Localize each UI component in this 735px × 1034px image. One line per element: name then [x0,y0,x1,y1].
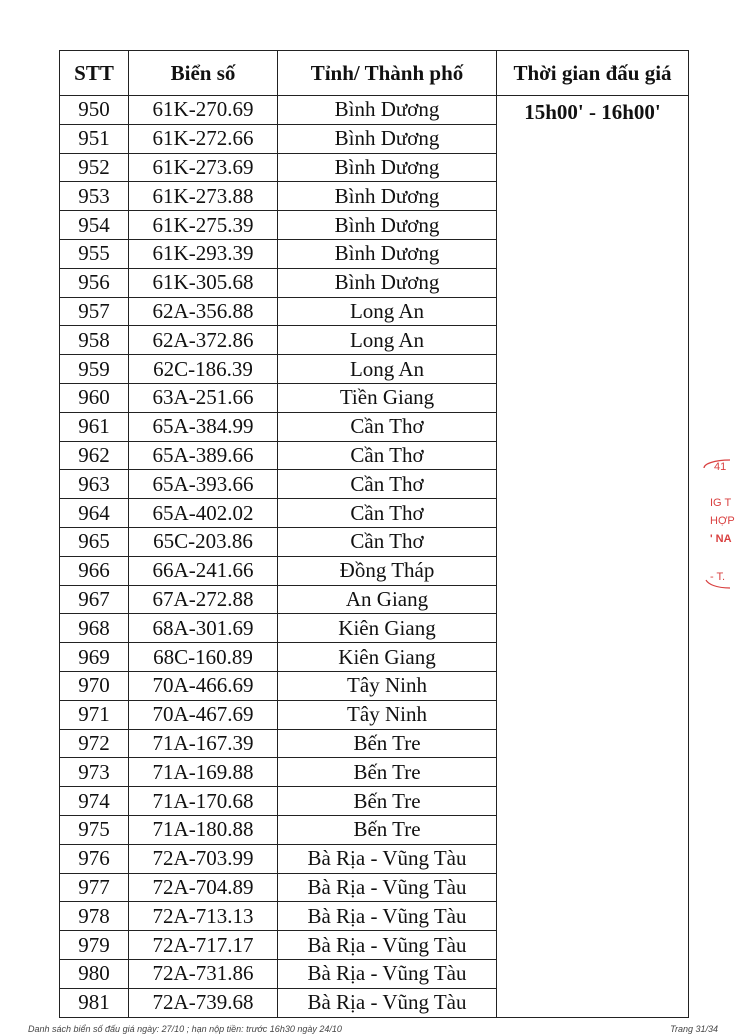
cell-province: Tây Ninh [278,700,497,729]
stamp-line: ' NA [710,533,732,545]
cell-stt: 966 [60,556,129,585]
cell-stt: 955 [60,239,129,268]
cell-stt: 950 [60,96,129,125]
cell-province: Bà Rịa - Vũng Tàu [278,844,497,873]
cell-stt: 963 [60,470,129,499]
cell-plate: 67A-272.88 [129,585,278,614]
cell-province: Bình Dương [278,124,497,153]
cell-plate: 61K-275.39 [129,211,278,240]
cell-plate: 72A-731.86 [129,959,278,988]
cell-province: Cần Thơ [278,527,497,556]
cell-stt: 953 [60,182,129,211]
cell-plate: 71A-169.88 [129,758,278,787]
page-number: Trang 31/34 [670,1024,718,1034]
cell-plate: 65C-203.86 [129,527,278,556]
cell-province: Bà Rịa - Vũng Tàu [278,902,497,931]
cell-plate: 71A-167.39 [129,729,278,758]
cell-stt: 973 [60,758,129,787]
cell-stt: 961 [60,412,129,441]
cell-stt: 964 [60,499,129,528]
cell-plate: 72A-704.89 [129,873,278,902]
header-plate: Biển số [129,51,278,96]
header-row [60,51,689,96]
cell-plate: 65A-389.66 [129,441,278,470]
cell-stt: 975 [60,815,129,844]
cell-stt: 971 [60,700,129,729]
cell-province: Bình Dương [278,239,497,268]
cell-stt: 959 [60,355,129,384]
cell-province: Bến Tre [278,787,497,816]
page-footer [28,1024,718,1034]
cell-province: Bình Dương [278,268,497,297]
cell-plate: 71A-180.88 [129,815,278,844]
cell-plate: 62A-372.86 [129,326,278,355]
cell-plate: 61K-305.68 [129,268,278,297]
cell-stt: 976 [60,844,129,873]
cell-province: Kiên Giang [278,643,497,672]
auction-sheet [59,50,688,1015]
cell-stt: 980 [60,959,129,988]
cell-province: Bình Dương [278,211,497,240]
cell-stt: 968 [60,614,129,643]
cell-plate: 61K-293.39 [129,239,278,268]
cell-province: Bà Rịa - Vũng Tàu [278,873,497,902]
cell-province: Bến Tre [278,758,497,787]
header-stt: STT [60,51,129,96]
cell-province: Cần Thơ [278,441,497,470]
cell-stt: 951 [60,124,129,153]
cell-plate: 62A-356.88 [129,297,278,326]
red-stamp [700,458,735,598]
cell-plate: 61K-272.66 [129,124,278,153]
cell-plate: 71A-170.68 [129,787,278,816]
table-body [60,96,689,1018]
cell-plate: 65A-384.99 [129,412,278,441]
cell-plate: 70A-466.69 [129,671,278,700]
cell-province: Long An [278,326,497,355]
cell-province: Long An [278,355,497,384]
cell-province: Bến Tre [278,815,497,844]
cell-plate: 72A-713.13 [129,902,278,931]
cell-stt: 952 [60,153,129,182]
cell-stt: 967 [60,585,129,614]
cell-province: Cần Thơ [278,470,497,499]
cell-province: Bà Rịa - Vũng Tàu [278,988,497,1017]
cell-province: Kiên Giang [278,614,497,643]
cell-plate: 61K-273.88 [129,182,278,211]
cell-province: Bà Rịa - Vũng Tàu [278,959,497,988]
cell-plate: 63A-251.66 [129,383,278,412]
cell-stt: 965 [60,527,129,556]
cell-plate: 68C-160.89 [129,643,278,672]
cell-province: An Giang [278,585,497,614]
cell-province: Bà Rịa - Vũng Tàu [278,931,497,960]
cell-plate: 72A-739.68 [129,988,278,1017]
auction-time-cell: 15h00' - 16h00' [497,96,689,1018]
cell-stt: 979 [60,931,129,960]
cell-stt: 969 [60,643,129,672]
cell-province: Bến Tre [278,729,497,758]
cell-stt: 958 [60,326,129,355]
cell-stt: 981 [60,988,129,1017]
cell-stt: 957 [60,297,129,326]
cell-plate: 70A-467.69 [129,700,278,729]
table-row [60,96,689,125]
cell-plate: 62C-186.39 [129,355,278,384]
cell-province: Cần Thơ [278,499,497,528]
cell-province: Đồng Tháp [278,556,497,585]
cell-stt: 977 [60,873,129,902]
cell-stt: 970 [60,671,129,700]
cell-province: Bình Dương [278,153,497,182]
cell-plate: 65A-402.02 [129,499,278,528]
cell-stt: 974 [60,787,129,816]
cell-plate: 61K-270.69 [129,96,278,125]
header-province: Tỉnh/ Thành phố [278,51,497,96]
cell-province: Cần Thơ [278,412,497,441]
cell-plate: 72A-717.17 [129,931,278,960]
stamp-line: 41 [714,461,727,473]
cell-plate: 72A-703.99 [129,844,278,873]
cell-province: Bình Dương [278,96,497,125]
cell-plate: 65A-393.66 [129,470,278,499]
cell-stt: 960 [60,383,129,412]
cell-province: Tây Ninh [278,671,497,700]
cell-province: Tiền Giang [278,383,497,412]
cell-province: Bình Dương [278,182,497,211]
cell-stt: 956 [60,268,129,297]
cell-stt: 962 [60,441,129,470]
header-time: Thời gian đấu giá [497,51,689,96]
stamp-line: IG T [710,497,732,509]
stamp-line: - T. [710,571,726,583]
cell-plate: 66A-241.66 [129,556,278,585]
cell-province: Long An [278,297,497,326]
cell-stt: 954 [60,211,129,240]
stamp-line: HỢP [710,515,735,527]
cell-plate: 61K-273.69 [129,153,278,182]
cell-stt: 978 [60,902,129,931]
cell-stt: 972 [60,729,129,758]
plates-table [59,50,689,1018]
cell-plate: 68A-301.69 [129,614,278,643]
footer-note: Danh sách biển số đấu giá ngày: 27/10 ; hạn nộp tiền: trước 16h30 ngày 24/10 [28,1024,342,1034]
